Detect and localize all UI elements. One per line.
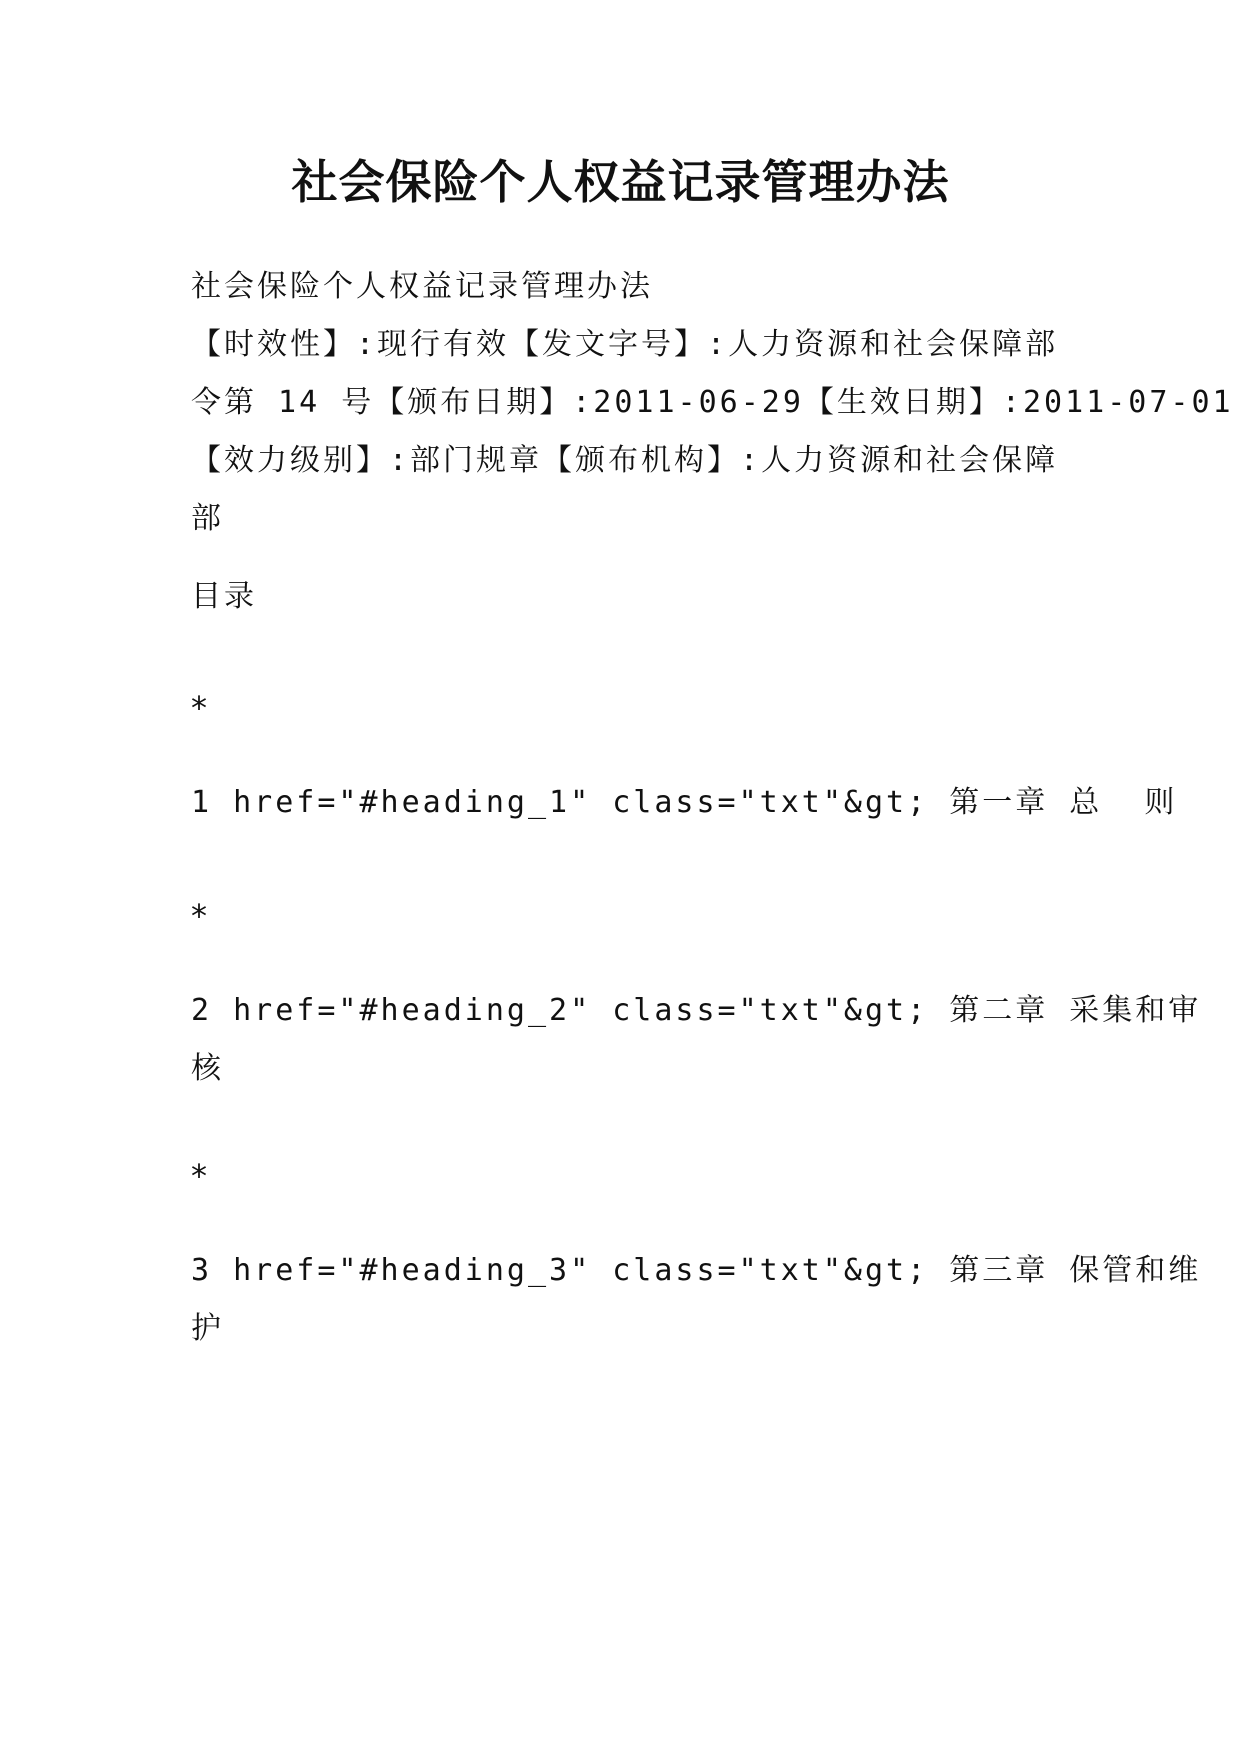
toc-item-2[interactable]	[191, 982, 1202, 1098]
document-subtitle: 社会保险个人权益记录管理办法	[191, 269, 653, 304]
meta-line-1: 【时效性】:现行有效【发文字号】:人力资源和社会保障部	[191, 327, 1059, 362]
meta-line-2: 令第 14 号【颁布日期】:2011-06-29【生效日期】:2011-07-01	[191, 385, 1234, 420]
toc-label-text: 目录	[191, 579, 257, 614]
toc-bullet-3: *	[191, 1157, 207, 1195]
meta-line-3: 【效力级别】:部门规章【颁布机构】:人力资源和社会保障	[191, 443, 1059, 478]
toc-item-3-line-2[interactable]: 护	[191, 1311, 224, 1346]
toc-item-2-line-1[interactable]: 2 href="#heading_2" class="txt"&gt; 第二章 采集和审	[191, 993, 1202, 1028]
toc-item-1-line-1[interactable]: 1 href="#heading_1" class="txt"&gt; 第一章 总 则	[191, 785, 1178, 820]
toc-item-3[interactable]	[191, 1242, 1202, 1358]
document-title: 社会保险个人权益记录管理办法	[291, 155, 950, 209]
toc-item-3-line-1[interactable]: 3 href="#heading_3" class="txt"&gt; 第三章 保管和维	[191, 1253, 1202, 1288]
meta-line-4: 部	[191, 501, 224, 536]
document-meta-block	[191, 258, 1234, 548]
toc-item-2-line-2[interactable]: 核	[191, 1051, 224, 1086]
toc-bullet-1: *	[191, 689, 207, 727]
toc-label	[191, 568, 1061, 626]
toc-item-1[interactable]	[191, 774, 1178, 832]
toc-bullet-2: *	[191, 897, 207, 935]
